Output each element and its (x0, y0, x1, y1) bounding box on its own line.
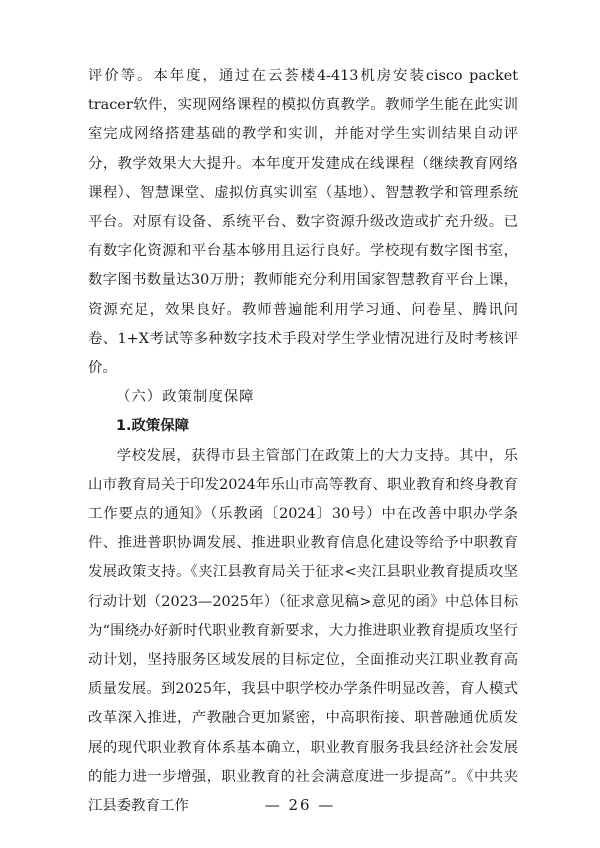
section-heading: （六）政策制度保障 (116, 389, 255, 406)
body-paragraph-continued: 评价等。本年度，通过在云荟楼4-413机房安装cisco packet tracer软件，实现网络课程的模拟仿真教学。教师学生能在此实训室完成网络搭建基础的教学和实训，并能对学生实训结果自动评分，教学效果大大提升。本年度开发建成在线课程（继续教育网络课程）、智慧课堂、虚拟仿真实训室（基地）、智慧教学和管理系统平台。对原有设备、系统平台、数字资源升级改造或扩充升级。已有数字化资源和平台基本够用且运行良好。学校现有数字图书室，数字图书数量达30万册；教师能充分利用国家智慧教育平台上课，资源充足，效果良好。教师普遍能利用学习通、问卷星、腾讯问卷、1+X考试等多种数字技术手段对学生学业情况进行及时考核评价。 (88, 68, 518, 377)
sub-heading: 1.政策保障 (116, 418, 190, 435)
page-number: — 26 — (264, 796, 336, 814)
body-paragraph-policy: 学校发展，获得市县主管部门在政策上的大力支持。其中，乐山市教育局关于印发2024年乐山市高等教育、职业教育和终身教育工作要点的通知》（乐教函〔2024〕30号）中在改善中职办学条件、推进普职协调发展、推进职业教育信息化建设等给予中职教育发展政策支持。《夹江县教育局关于征求<夹江县职业教育提质攻坚行动计划（2023—2025年）（征求意见稿>意见的函》中总体目标为“围绕办好新时代职业教育新要求，大力推进职业教育提质攻坚行动计划，坚持服务区域发展的目标定位，全面推动夹江职业教育高质量发展。到2025年，我县中职学校办学条件明显改善，育人模式改革深入推进，产教融合更加紧密，中高职衔接、职普融通优质发展的现代职业教育体系基本确立，职业教育服务我县经济社会发展的能力进一步增强，职业教育的社会满意度进一步提高”。《中共夹江县委教育工作 (88, 447, 518, 815)
page-body (88, 62, 518, 821)
